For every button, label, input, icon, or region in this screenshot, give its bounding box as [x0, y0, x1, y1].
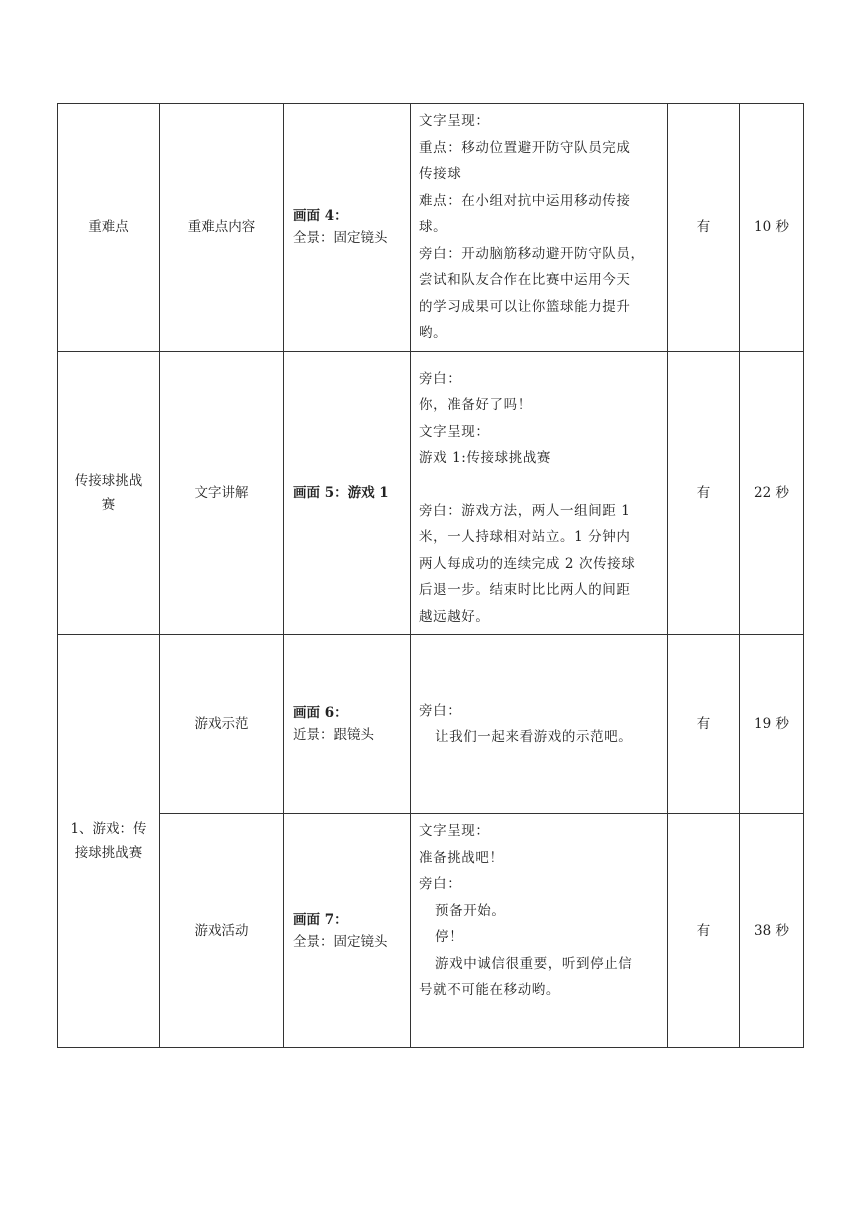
script-table	[57, 103, 804, 1048]
shot-title: 画面 5：游戏 1	[293, 484, 389, 501]
shot-desc: 全景：固定镜头	[293, 933, 388, 950]
narration-line: 难点：在小组对抗中运用移动传接	[419, 192, 631, 209]
table-row	[58, 351, 804, 635]
narration-line: 传接球	[419, 166, 462, 182]
narration-line: 旁白：	[419, 370, 462, 387]
narration-line: 游戏中诚信很重要，听到停止信	[435, 955, 633, 972]
narration-line: 旁白：	[419, 876, 462, 892]
duration-cell: 38 秒	[740, 814, 804, 1048]
section-cell: 重难点	[58, 104, 160, 352]
content-cell: 游戏示范	[160, 635, 284, 814]
section-cell: 1、游戏：传 接球挑战赛	[58, 635, 160, 1048]
shot-title: 画面 4：	[293, 208, 348, 225]
duration-cell: 10 秒	[740, 104, 804, 352]
narration-line: 文字呈现：	[419, 823, 490, 839]
has-cell: 有	[668, 814, 740, 1048]
narration-line: 游戏 1:传接球挑战赛	[419, 450, 552, 466]
duration-cell: 22 秒	[740, 351, 804, 635]
has-cell: 有	[668, 351, 740, 635]
narration-line: 文字呈现：	[419, 113, 490, 129]
shot-cell	[284, 104, 411, 352]
shot-cell	[284, 351, 411, 635]
narration-line: 号就不可能在移动哟。	[419, 982, 560, 998]
narration-line: 旁白：游戏方法，两人一组间距 1	[419, 502, 631, 519]
has-cell: 有	[668, 635, 740, 814]
shot-title: 画面 7：	[293, 911, 348, 928]
shot-cell	[284, 814, 411, 1048]
narration-cell	[411, 104, 668, 352]
narration-line: 米，一人持球相对站立。1 分钟内	[419, 529, 631, 545]
narration-line: 文字呈现：	[419, 423, 490, 440]
shot-cell	[284, 635, 411, 814]
narration-cell	[411, 351, 668, 635]
narration-cell	[411, 814, 668, 1048]
narration-cell	[411, 635, 668, 814]
table-row	[58, 814, 804, 1048]
narration-line: 的学习成果可以让你篮球能力提升	[419, 298, 631, 315]
narration-line: 球。	[419, 219, 448, 235]
has-cell: 有	[668, 104, 740, 352]
content-cell: 游戏活动	[160, 814, 284, 1048]
narration-line: 两人每成功的连续完成 2 次传接球	[419, 555, 636, 572]
shot-desc: 近景：跟镜头	[293, 727, 374, 743]
shot-desc: 全景：固定镜头	[293, 230, 388, 247]
narration-line: 准备挑战吧！	[419, 849, 504, 866]
narration-line: 你，准备好了吗！	[419, 397, 532, 413]
narration-line: 预备开始。	[435, 902, 506, 919]
narration-line: 停！	[435, 929, 464, 945]
narration-line: 哟。	[419, 325, 448, 341]
section-cell: 传接球挑战 赛	[58, 351, 160, 635]
narration-line: 重点：移动位置避开防守队员完成	[419, 139, 631, 156]
narration-line: 旁白：开动脑筋移动避开防守队员，	[419, 245, 645, 262]
table-row	[58, 635, 804, 814]
content-cell: 文字讲解	[160, 351, 284, 635]
table-row	[58, 104, 804, 352]
content-cell: 重难点内容	[160, 104, 284, 352]
narration-line: 旁白：	[419, 702, 462, 719]
shot-title: 画面 6：	[293, 705, 348, 721]
narration-line: 越远越好。	[419, 608, 490, 625]
narration-line: 后退一步。结束时比比两人的间距	[419, 582, 631, 598]
narration-line: 让我们一起来看游戏的示范吧。	[435, 729, 633, 745]
narration-line: 尝试和队友合作在比赛中运用今天	[419, 272, 631, 288]
duration-cell: 19 秒	[740, 635, 804, 814]
